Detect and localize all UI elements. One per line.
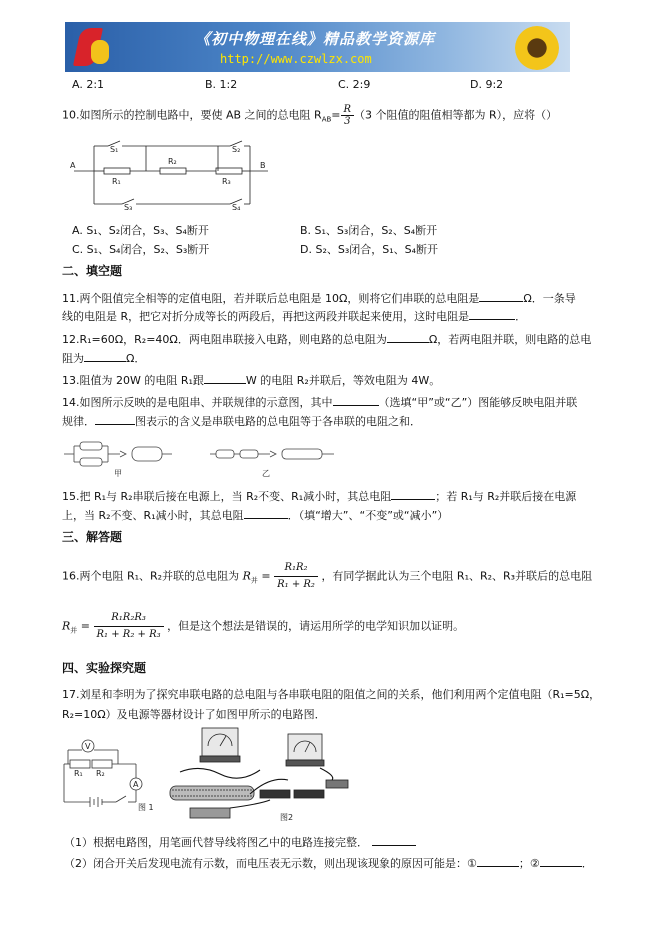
q17-fig2-apparatus <box>160 724 360 824</box>
q10-circuit-diagram <box>70 138 270 214</box>
q11-line2: 线的电阻是 R，把它对折分成等长的两段后，再把这两段并联起来使用，这时电阻是 ． <box>62 310 527 323</box>
q10-label-s2: S₂ <box>232 145 241 154</box>
section-experiment: 四、实验探究题 <box>62 661 147 675</box>
q15-line1: 15.把 R₁与 R₂串联后接在电源上，当 R₂不变、R₁减小时，其总电阻 ；若 R₁与 R₂并联后接在电源 <box>62 490 577 503</box>
fig1-voltmeter-label: V <box>85 742 91 751</box>
q17-line2: R₂=10Ω）及电源等器材设计了如图甲所示的电路图． <box>62 708 326 721</box>
q17-sub2: （2）闭合开关后发现电流有示数，而电压表无示数，则出现该现象的原因可能是：① ；② ． <box>64 857 593 870</box>
q9-option-a: A. 2:1 <box>72 78 105 91</box>
q12-line2: 阻为 Ω． <box>62 352 146 365</box>
q14-label-jia: 甲 <box>114 469 122 478</box>
q10-stem: 10.如图所示的控制电路中，要使 AB 之间的总电阻 $R_{AB}=$ $\frac{R}{3}$ （3 个阻值的阻值相等都为 R），应将（） <box>62 104 558 127</box>
q10-label-r3: R₃ <box>222 177 231 186</box>
q10-label-b: B <box>260 161 266 170</box>
q12-line1: 12.R₁=60Ω，R₂=40Ω．两电阻串联接入电路，则电路的总电阻为 Ω，若两电阻并联，则电路的总电 <box>62 333 592 346</box>
q14-diagram-yi <box>210 440 340 480</box>
q16-line2: $R_并$ = $\frac{\text{R₁R₂R₃}}{\text{R₁ + R₂ + R₃}}$ ，但是这个想法是错误的，请运用所学的电学知识加以证明。 <box>62 610 464 643</box>
q17-line1: 17.刘星和李明为了探究串联电路的总电阻与各串联电阻的阻值之间的关系，他们利用两个定值电阻（R₁=5Ω， <box>62 688 601 701</box>
fig1-ammeter-label: A <box>133 780 139 789</box>
q17-blank-2[interactable] <box>477 855 519 867</box>
q10-label-a: A <box>70 161 76 170</box>
q17-blank-1[interactable] <box>372 834 416 846</box>
q17-blank-3[interactable] <box>540 855 582 867</box>
q10-option-c: C. S₁、S₄闭合，S₂、S₃断开 <box>72 243 210 256</box>
q15-blank-1[interactable] <box>391 488 435 500</box>
q9-option-d: D. 9:2 <box>470 78 504 91</box>
q14-label-yi: 乙 <box>262 469 270 478</box>
q10-label-s4: S₄ <box>232 203 241 212</box>
q12-blank-1[interactable] <box>387 331 429 343</box>
q9-option-c: C. 2:9 <box>338 78 371 91</box>
q14-line1: 14.如图所示反映的是电阻串、并联规律的示意图，其中 （选填“甲”或“乙”）图能够反映电阻并联 <box>62 396 578 409</box>
q10-option-b: B. S₁、S₃闭合，S₂、S₄断开 <box>300 224 438 237</box>
q9-option-b: B. 1:2 <box>205 78 238 91</box>
q11-blank-1[interactable] <box>479 290 523 302</box>
q10-label-s1: S₁ <box>110 145 119 154</box>
sunflower-icon <box>515 26 559 70</box>
q14-blank-1[interactable] <box>333 394 379 406</box>
header-banner <box>65 22 570 72</box>
q10-label-r2: R₂ <box>168 157 177 166</box>
q15-line2: 上，当 R₂不变、R₁减小时，其总电阻 ．（填“增大”、“不变”或“减小”） <box>62 509 449 522</box>
q10-option-d: D. S₂、S₃闭合，S₁、S₄断开 <box>300 243 439 256</box>
section-answer: 三、解答题 <box>62 530 123 544</box>
q17-sub1: （1）根据电路图，用笔画代替导线将图乙中的电路连接完整． <box>64 834 416 850</box>
q10-option-a: A. S₁、S₂闭合，S₃、S₄断开 <box>72 224 209 237</box>
logo-accent-icon <box>91 40 109 64</box>
fig1-r1-label: R₁ <box>74 769 83 778</box>
q13-blank[interactable] <box>204 372 246 384</box>
q15-blank-2[interactable] <box>244 507 288 519</box>
fig2-caption: 图2 <box>280 813 294 822</box>
q16-line1: 16.两个电阻 R₁、R₂并联的总电阻为 $R_并$ = $\frac{\text{R₁R₂}}{\text{R₁ + R₂}}$ ，有同学据此认为三个电阻 R₁、R₂、R₃并联后的总电阻 <box>62 560 592 593</box>
q10-label-s3: S₃ <box>124 203 133 212</box>
q14-blank-2[interactable] <box>95 413 135 425</box>
fig1-caption: 图 1 <box>138 803 154 812</box>
q11-line1: 11.两个阻值完全相等的定值电阻，若并联后总电阻是 10Ω，则将它们串联的总电阻是 Ω．一条导 <box>62 292 576 305</box>
q16-fraction-two: $\frac{\text{R₁R₂}}{\text{R₁ + R₂}}$ <box>274 560 318 593</box>
banner-title: 《初中物理在线》精品教学资源库 <box>195 30 436 48</box>
q12-blank-2[interactable] <box>84 350 126 362</box>
q16-fraction-three: $\frac{\text{R₁R₂R₃}}{\text{R₁ + R₂ + R₃}}$ <box>94 610 164 643</box>
q17-fig1-circuit <box>62 736 162 810</box>
q14-line2: 规律． 图表示的含义是串联电路的总电阻等于各串联的电阻之和． <box>62 415 421 428</box>
fig1-r2-label: R₂ <box>96 769 105 778</box>
q14-diagram-jia <box>64 438 174 480</box>
banner-url[interactable]: http://www.czwlzx.com <box>220 52 372 66</box>
q13-text: 13.阻值为 20W 的电阻 R₁跟 W 的电阻 R₂并联后，等效电阻为 4W。 <box>62 374 441 387</box>
q10-label-r1: R₁ <box>112 177 121 186</box>
section-fill-in: 二、填空题 <box>62 264 123 278</box>
q11-blank-2[interactable] <box>469 308 515 320</box>
